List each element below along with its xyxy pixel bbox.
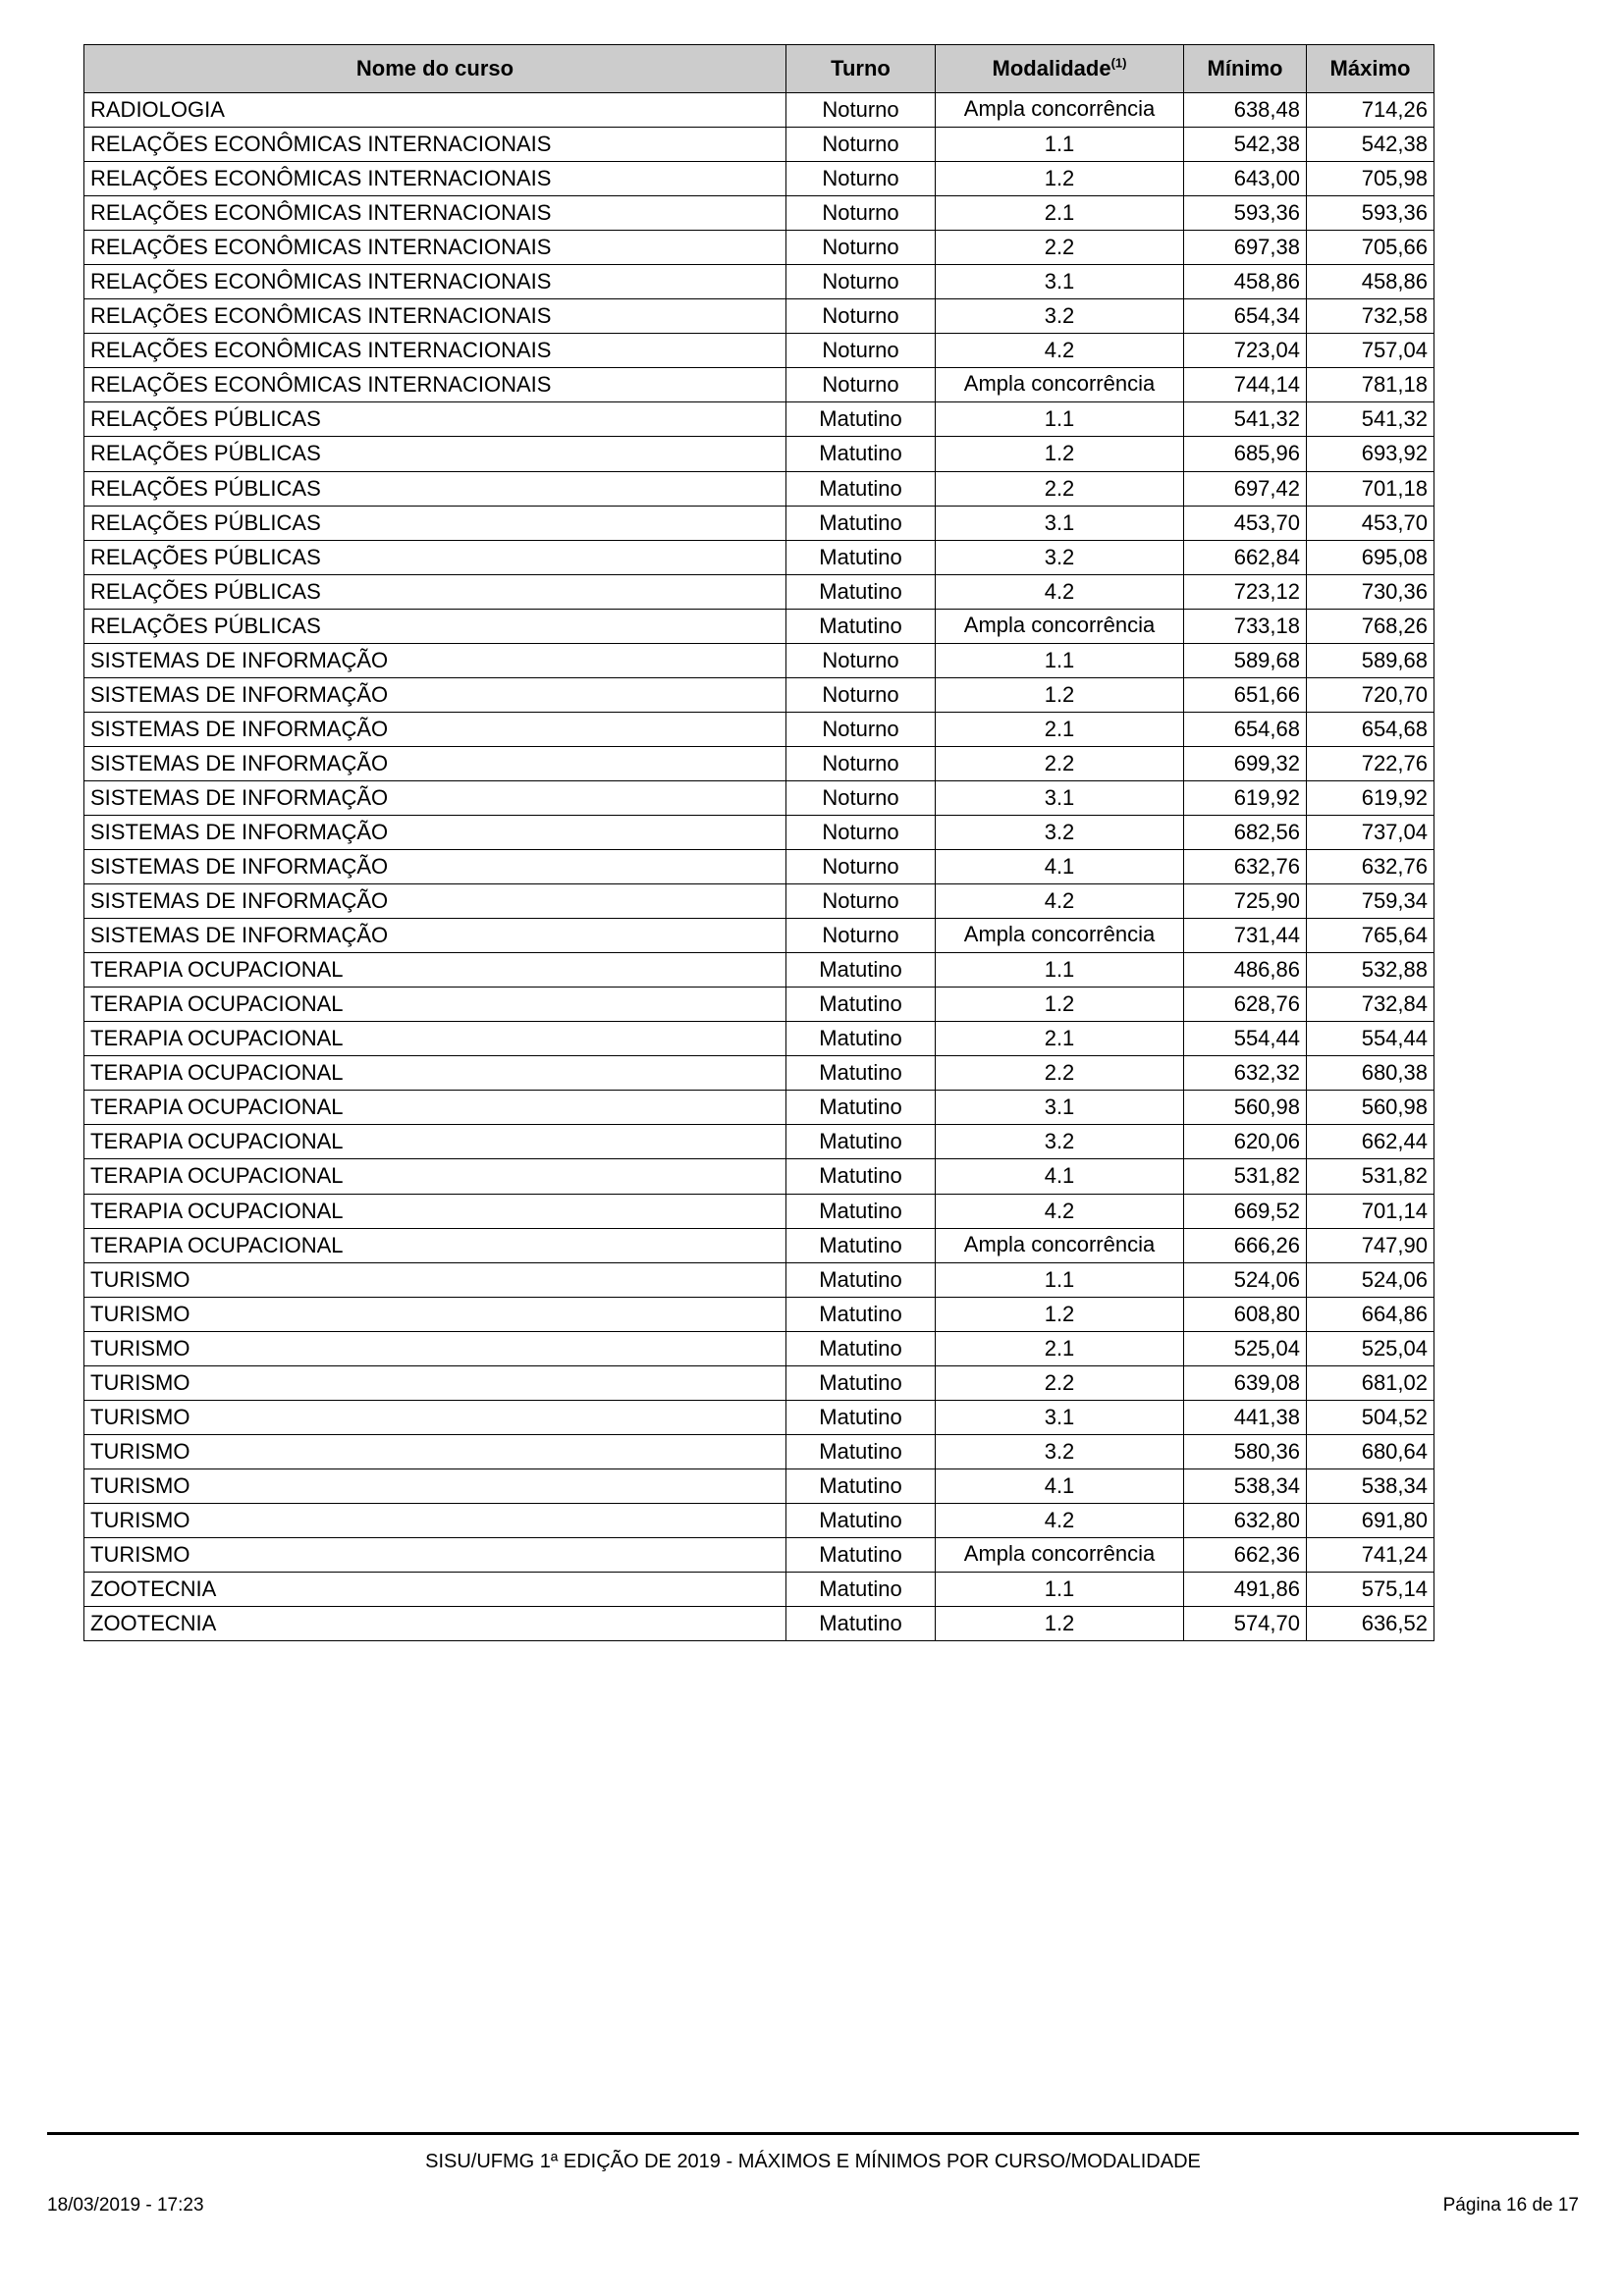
cell-minimo: 666,26 xyxy=(1184,1228,1307,1262)
cell-modalidade: 1.2 xyxy=(936,162,1184,196)
cell-maximo: 701,14 xyxy=(1307,1194,1434,1228)
table-header-row xyxy=(84,45,1434,93)
table-row xyxy=(84,574,1434,609)
cell-maximo: 722,76 xyxy=(1307,746,1434,780)
table-row xyxy=(84,437,1434,471)
cell-nome-do-curso: SISTEMAS DE INFORMAÇÃO xyxy=(84,677,786,712)
cell-maximo: 541,32 xyxy=(1307,402,1434,437)
cell-maximo: 542,38 xyxy=(1307,128,1434,162)
cell-modalidade: 4.1 xyxy=(936,1159,1184,1194)
cell-nome-do-curso: RELAÇÕES PÚBLICAS xyxy=(84,540,786,574)
cell-maximo: 732,84 xyxy=(1307,988,1434,1022)
cell-modalidade: 4.2 xyxy=(936,1503,1184,1537)
cell-modalidade: 1.2 xyxy=(936,677,1184,712)
cell-modalidade: 1.2 xyxy=(936,988,1184,1022)
cell-nome-do-curso: TURISMO xyxy=(84,1468,786,1503)
cell-maximo: 589,68 xyxy=(1307,643,1434,677)
cell-maximo: 681,02 xyxy=(1307,1365,1434,1400)
table-row xyxy=(84,884,1434,919)
report-table-container xyxy=(83,44,1434,1641)
cell-nome-do-curso: TERAPIA OCUPACIONAL xyxy=(84,1125,786,1159)
table-row xyxy=(84,1468,1434,1503)
cell-minimo: 458,86 xyxy=(1184,265,1307,299)
cell-maximo: 757,04 xyxy=(1307,334,1434,368)
cell-modalidade: 3.2 xyxy=(936,815,1184,849)
footer-title: SISU/UFMG 1ª EDIÇÃO DE 2019 - MÁXIMOS E MÍNIMOS POR CURSO/MODALIDADE xyxy=(425,2151,1201,2172)
cell-nome-do-curso: TERAPIA OCUPACIONAL xyxy=(84,1056,786,1091)
cell-maximo: 662,44 xyxy=(1307,1125,1434,1159)
cell-maximo: 765,64 xyxy=(1307,919,1434,953)
table-row xyxy=(84,1262,1434,1297)
table-row xyxy=(84,1194,1434,1228)
cell-turno: Matutino xyxy=(786,1503,936,1537)
cell-maximo: 705,98 xyxy=(1307,162,1434,196)
cell-modalidade: 2.2 xyxy=(936,471,1184,506)
table-row xyxy=(84,1573,1434,1607)
cell-modalidade: 2.1 xyxy=(936,1331,1184,1365)
cell-nome-do-curso: TERAPIA OCUPACIONAL xyxy=(84,988,786,1022)
cell-turno: Noturno xyxy=(786,850,936,884)
cell-modalidade: 1.1 xyxy=(936,1573,1184,1607)
cell-minimo: 542,38 xyxy=(1184,128,1307,162)
cell-modalidade: 4.2 xyxy=(936,1194,1184,1228)
column-header-modalidade-label: Modalidade xyxy=(992,56,1111,81)
table-row xyxy=(84,1056,1434,1091)
cell-turno: Matutino xyxy=(786,953,936,988)
cell-nome-do-curso: RELAÇÕES ECONÔMICAS INTERNACIONAIS xyxy=(84,265,786,299)
cell-modalidade: 3.1 xyxy=(936,265,1184,299)
cell-modalidade: 1.2 xyxy=(936,1297,1184,1331)
cell-nome-do-curso: SISTEMAS DE INFORMAÇÃO xyxy=(84,643,786,677)
column-header-minimo: Mínimo xyxy=(1184,45,1307,93)
cell-minimo: 654,68 xyxy=(1184,712,1307,746)
cell-minimo: 733,18 xyxy=(1184,609,1307,643)
cell-modalidade: Ampla concorrência xyxy=(936,1537,1184,1572)
cell-turno: Matutino xyxy=(786,1537,936,1572)
table-row xyxy=(84,815,1434,849)
cell-turno: Matutino xyxy=(786,1056,936,1091)
table-row xyxy=(84,1503,1434,1537)
table-row xyxy=(84,919,1434,953)
table-row xyxy=(84,988,1434,1022)
cell-turno: Noturno xyxy=(786,231,936,265)
cell-modalidade: 1.1 xyxy=(936,953,1184,988)
cell-maximo: 714,26 xyxy=(1307,93,1434,128)
cell-turno: Noturno xyxy=(786,299,936,334)
table-row xyxy=(84,1125,1434,1159)
cell-turno: Matutino xyxy=(786,1194,936,1228)
cell-nome-do-curso: TERAPIA OCUPACIONAL xyxy=(84,1228,786,1262)
table-row xyxy=(84,368,1434,402)
table-row xyxy=(84,128,1434,162)
cell-modalidade: 1.1 xyxy=(936,128,1184,162)
cell-modalidade: 4.1 xyxy=(936,850,1184,884)
cell-nome-do-curso: RELAÇÕES ECONÔMICAS INTERNACIONAIS xyxy=(84,299,786,334)
cell-minimo: 441,38 xyxy=(1184,1400,1307,1434)
table-row xyxy=(84,1607,1434,1641)
cell-turno: Noturno xyxy=(786,815,936,849)
cell-modalidade: 3.1 xyxy=(936,1400,1184,1434)
cell-maximo: 730,36 xyxy=(1307,574,1434,609)
cell-turno: Matutino xyxy=(786,1159,936,1194)
cell-turno: Matutino xyxy=(786,1607,936,1641)
table-row xyxy=(84,231,1434,265)
cell-turno: Matutino xyxy=(786,1573,936,1607)
table-row xyxy=(84,850,1434,884)
cell-turno: Noturno xyxy=(786,919,936,953)
cell-nome-do-curso: ZOOTECNIA xyxy=(84,1607,786,1641)
cell-modalidade: Ampla concorrência xyxy=(936,919,1184,953)
cell-nome-do-curso: SISTEMAS DE INFORMAÇÃO xyxy=(84,884,786,919)
cell-minimo: 699,32 xyxy=(1184,746,1307,780)
table-row xyxy=(84,196,1434,231)
cell-maximo: 705,66 xyxy=(1307,231,1434,265)
cell-maximo: 504,52 xyxy=(1307,1400,1434,1434)
cell-modalidade: 1.1 xyxy=(936,402,1184,437)
cell-nome-do-curso: RADIOLOGIA xyxy=(84,93,786,128)
cell-modalidade: 2.2 xyxy=(936,746,1184,780)
table-row xyxy=(84,1159,1434,1194)
cell-nome-do-curso: ZOOTECNIA xyxy=(84,1573,786,1607)
cell-modalidade: 3.2 xyxy=(936,1434,1184,1468)
cell-minimo: 643,00 xyxy=(1184,162,1307,196)
cell-modalidade: 3.1 xyxy=(936,506,1184,540)
cell-minimo: 639,08 xyxy=(1184,1365,1307,1400)
cell-modalidade: Ampla concorrência xyxy=(936,609,1184,643)
cell-modalidade: Ampla concorrência xyxy=(936,93,1184,128)
cell-modalidade: 4.1 xyxy=(936,1468,1184,1503)
cell-modalidade: 2.1 xyxy=(936,712,1184,746)
cell-modalidade: 2.1 xyxy=(936,1022,1184,1056)
cell-turno: Matutino xyxy=(786,1331,936,1365)
cell-minimo: 697,42 xyxy=(1184,471,1307,506)
cell-turno: Noturno xyxy=(786,93,936,128)
cell-minimo: 723,12 xyxy=(1184,574,1307,609)
cell-turno: Matutino xyxy=(786,1434,936,1468)
cell-modalidade: 2.2 xyxy=(936,1056,1184,1091)
cell-minimo: 662,84 xyxy=(1184,540,1307,574)
cell-minimo: 491,86 xyxy=(1184,1573,1307,1607)
cell-turno: Matutino xyxy=(786,1091,936,1125)
table-row xyxy=(84,1331,1434,1365)
cell-minimo: 662,36 xyxy=(1184,1537,1307,1572)
cell-maximo: 664,86 xyxy=(1307,1297,1434,1331)
cell-minimo: 628,76 xyxy=(1184,988,1307,1022)
cell-maximo: 701,18 xyxy=(1307,471,1434,506)
cell-maximo: 593,36 xyxy=(1307,196,1434,231)
table-header xyxy=(84,45,1434,93)
table-row xyxy=(84,93,1434,128)
cell-nome-do-curso: RELAÇÕES PÚBLICAS xyxy=(84,574,786,609)
table-row xyxy=(84,746,1434,780)
cell-turno: Noturno xyxy=(786,780,936,815)
table-row xyxy=(84,402,1434,437)
table-row xyxy=(84,609,1434,643)
cell-modalidade: 2.2 xyxy=(936,231,1184,265)
cell-nome-do-curso: TERAPIA OCUPACIONAL xyxy=(84,1194,786,1228)
cell-nome-do-curso: TERAPIA OCUPACIONAL xyxy=(84,953,786,988)
cell-nome-do-curso: SISTEMAS DE INFORMAÇÃO xyxy=(84,850,786,884)
cell-maximo: 524,06 xyxy=(1307,1262,1434,1297)
table-row xyxy=(84,1091,1434,1125)
cell-minimo: 723,04 xyxy=(1184,334,1307,368)
cell-modalidade: 1.2 xyxy=(936,437,1184,471)
cell-nome-do-curso: RELAÇÕES ECONÔMICAS INTERNACIONAIS xyxy=(84,196,786,231)
cell-nome-do-curso: SISTEMAS DE INFORMAÇÃO xyxy=(84,780,786,815)
cell-maximo: 747,90 xyxy=(1307,1228,1434,1262)
cell-maximo: 781,18 xyxy=(1307,368,1434,402)
cell-maximo: 654,68 xyxy=(1307,712,1434,746)
cell-nome-do-curso: TERAPIA OCUPACIONAL xyxy=(84,1022,786,1056)
table-row xyxy=(84,540,1434,574)
cell-modalidade: 4.2 xyxy=(936,334,1184,368)
cell-minimo: 632,32 xyxy=(1184,1056,1307,1091)
cell-nome-do-curso: RELAÇÕES PÚBLICAS xyxy=(84,437,786,471)
cell-minimo: 669,52 xyxy=(1184,1194,1307,1228)
cell-turno: Noturno xyxy=(786,884,936,919)
cell-turno: Matutino xyxy=(786,1262,936,1297)
cell-minimo: 619,92 xyxy=(1184,780,1307,815)
cell-turno: Noturno xyxy=(786,677,936,712)
table-row xyxy=(84,299,1434,334)
table-row xyxy=(84,1228,1434,1262)
cell-minimo: 538,34 xyxy=(1184,1468,1307,1503)
cell-nome-do-curso: RELAÇÕES PÚBLICAS xyxy=(84,609,786,643)
cell-turno: Matutino xyxy=(786,437,936,471)
cell-maximo: 458,86 xyxy=(1307,265,1434,299)
column-header-maximo: Máximo xyxy=(1307,45,1434,93)
cell-maximo: 695,08 xyxy=(1307,540,1434,574)
page-footer xyxy=(47,2132,1579,2216)
cell-turno: Matutino xyxy=(786,1468,936,1503)
cell-maximo: 636,52 xyxy=(1307,1607,1434,1641)
cell-modalidade: 1.1 xyxy=(936,1262,1184,1297)
cell-modalidade: Ampla concorrência xyxy=(936,368,1184,402)
cell-maximo: 680,38 xyxy=(1307,1056,1434,1091)
cell-nome-do-curso: RELAÇÕES ECONÔMICAS INTERNACIONAIS xyxy=(84,334,786,368)
cell-minimo: 651,66 xyxy=(1184,677,1307,712)
footer-divider xyxy=(47,2132,1579,2135)
cell-maximo: 632,76 xyxy=(1307,850,1434,884)
cell-maximo: 532,88 xyxy=(1307,953,1434,988)
cell-turno: Noturno xyxy=(786,712,936,746)
table-row xyxy=(84,1365,1434,1400)
cell-minimo: 541,32 xyxy=(1184,402,1307,437)
table-row xyxy=(84,265,1434,299)
cell-nome-do-curso: RELAÇÕES PÚBLICAS xyxy=(84,506,786,540)
cell-minimo: 580,36 xyxy=(1184,1434,1307,1468)
cell-nome-do-curso: RELAÇÕES ECONÔMICAS INTERNACIONAIS xyxy=(84,368,786,402)
cell-maximo: 737,04 xyxy=(1307,815,1434,849)
cell-minimo: 744,14 xyxy=(1184,368,1307,402)
column-header-modalidade xyxy=(936,45,1184,93)
cell-modalidade: 2.2 xyxy=(936,1365,1184,1400)
cell-turno: Matutino xyxy=(786,402,936,437)
cell-turno: Matutino xyxy=(786,1022,936,1056)
cell-modalidade: 3.1 xyxy=(936,780,1184,815)
cell-minimo: 574,70 xyxy=(1184,1607,1307,1641)
cell-maximo: 732,58 xyxy=(1307,299,1434,334)
cell-nome-do-curso: TURISMO xyxy=(84,1400,786,1434)
cell-turno: Matutino xyxy=(786,471,936,506)
table-row xyxy=(84,953,1434,988)
table-row xyxy=(84,780,1434,815)
cell-nome-do-curso: TERAPIA OCUPACIONAL xyxy=(84,1159,786,1194)
cell-maximo: 693,92 xyxy=(1307,437,1434,471)
cell-maximo: 759,34 xyxy=(1307,884,1434,919)
table-row xyxy=(84,643,1434,677)
cell-turno: Noturno xyxy=(786,128,936,162)
cell-nome-do-curso: TURISMO xyxy=(84,1297,786,1331)
cell-minimo: 608,80 xyxy=(1184,1297,1307,1331)
cell-maximo: 720,70 xyxy=(1307,677,1434,712)
cell-nome-do-curso: RELAÇÕES ECONÔMICAS INTERNACIONAIS xyxy=(84,162,786,196)
footer-timestamp: 18/03/2019 - 17:23 xyxy=(47,2195,204,2216)
cell-turno: Matutino xyxy=(786,1125,936,1159)
cell-maximo: 575,14 xyxy=(1307,1573,1434,1607)
cell-nome-do-curso: TURISMO xyxy=(84,1434,786,1468)
cell-minimo: 731,44 xyxy=(1184,919,1307,953)
cell-nome-do-curso: TURISMO xyxy=(84,1537,786,1572)
cell-minimo: 632,76 xyxy=(1184,850,1307,884)
cell-modalidade: 3.2 xyxy=(936,540,1184,574)
cell-maximo: 680,64 xyxy=(1307,1434,1434,1468)
cell-maximo: 538,34 xyxy=(1307,1468,1434,1503)
cell-maximo: 619,92 xyxy=(1307,780,1434,815)
cell-minimo: 554,44 xyxy=(1184,1022,1307,1056)
max-min-por-curso-table xyxy=(83,44,1434,1641)
cell-minimo: 620,06 xyxy=(1184,1125,1307,1159)
cell-modalidade: 3.2 xyxy=(936,299,1184,334)
cell-modalidade: 2.1 xyxy=(936,196,1184,231)
table-row xyxy=(84,712,1434,746)
cell-maximo: 768,26 xyxy=(1307,609,1434,643)
cell-maximo: 531,82 xyxy=(1307,1159,1434,1194)
cell-nome-do-curso: SISTEMAS DE INFORMAÇÃO xyxy=(84,746,786,780)
table-row xyxy=(84,506,1434,540)
cell-maximo: 554,44 xyxy=(1307,1022,1434,1056)
table-row xyxy=(84,1297,1434,1331)
cell-maximo: 453,70 xyxy=(1307,506,1434,540)
cell-modalidade: Ampla concorrência xyxy=(936,1228,1184,1262)
cell-minimo: 453,70 xyxy=(1184,506,1307,540)
cell-minimo: 638,48 xyxy=(1184,93,1307,128)
cell-maximo: 525,04 xyxy=(1307,1331,1434,1365)
cell-maximo: 691,80 xyxy=(1307,1503,1434,1537)
cell-minimo: 685,96 xyxy=(1184,437,1307,471)
cell-minimo: 524,06 xyxy=(1184,1262,1307,1297)
cell-modalidade: 4.2 xyxy=(936,884,1184,919)
table-row xyxy=(84,1537,1434,1572)
cell-turno: Matutino xyxy=(786,1400,936,1434)
table-row xyxy=(84,1400,1434,1434)
cell-maximo: 741,24 xyxy=(1307,1537,1434,1572)
cell-turno: Noturno xyxy=(786,368,936,402)
cell-nome-do-curso: TURISMO xyxy=(84,1331,786,1365)
cell-nome-do-curso: SISTEMAS DE INFORMAÇÃO xyxy=(84,919,786,953)
cell-nome-do-curso: TURISMO xyxy=(84,1503,786,1537)
cell-modalidade: 3.1 xyxy=(936,1091,1184,1125)
cell-modalidade: 1.1 xyxy=(936,643,1184,677)
cell-turno: Noturno xyxy=(786,643,936,677)
cell-nome-do-curso: RELAÇÕES ECONÔMICAS INTERNACIONAIS xyxy=(84,128,786,162)
cell-minimo: 682,56 xyxy=(1184,815,1307,849)
cell-minimo: 725,90 xyxy=(1184,884,1307,919)
cell-turno: Noturno xyxy=(786,162,936,196)
cell-minimo: 654,34 xyxy=(1184,299,1307,334)
cell-nome-do-curso: SISTEMAS DE INFORMAÇÃO xyxy=(84,712,786,746)
cell-turno: Noturno xyxy=(786,334,936,368)
footer-page-number: Página 16 de 17 xyxy=(1442,2195,1579,2216)
table-row xyxy=(84,677,1434,712)
cell-turno: Matutino xyxy=(786,574,936,609)
cell-minimo: 525,04 xyxy=(1184,1331,1307,1365)
table-row xyxy=(84,1434,1434,1468)
cell-minimo: 697,38 xyxy=(1184,231,1307,265)
cell-turno: Matutino xyxy=(786,540,936,574)
cell-turno: Noturno xyxy=(786,265,936,299)
cell-minimo: 531,82 xyxy=(1184,1159,1307,1194)
cell-nome-do-curso: TURISMO xyxy=(84,1262,786,1297)
cell-nome-do-curso: RELAÇÕES PÚBLICAS xyxy=(84,402,786,437)
table-row xyxy=(84,471,1434,506)
cell-nome-do-curso: TERAPIA OCUPACIONAL xyxy=(84,1091,786,1125)
cell-turno: Matutino xyxy=(786,1297,936,1331)
cell-turno: Noturno xyxy=(786,196,936,231)
cell-modalidade: 4.2 xyxy=(936,574,1184,609)
cell-turno: Matutino xyxy=(786,1365,936,1400)
cell-nome-do-curso: RELAÇÕES PÚBLICAS xyxy=(84,471,786,506)
cell-maximo: 560,98 xyxy=(1307,1091,1434,1125)
cell-turno: Noturno xyxy=(786,746,936,780)
cell-nome-do-curso: TURISMO xyxy=(84,1365,786,1400)
cell-minimo: 632,80 xyxy=(1184,1503,1307,1537)
cell-minimo: 589,68 xyxy=(1184,643,1307,677)
cell-minimo: 486,86 xyxy=(1184,953,1307,988)
cell-minimo: 560,98 xyxy=(1184,1091,1307,1125)
column-header-turno: Turno xyxy=(786,45,936,93)
cell-minimo: 593,36 xyxy=(1184,196,1307,231)
table-row xyxy=(84,334,1434,368)
cell-turno: Matutino xyxy=(786,988,936,1022)
footer-meta-row xyxy=(47,2195,1579,2216)
cell-turno: Matutino xyxy=(786,1228,936,1262)
cell-turno: Matutino xyxy=(786,506,936,540)
cell-nome-do-curso: RELAÇÕES ECONÔMICAS INTERNACIONAIS xyxy=(84,231,786,265)
cell-turno: Matutino xyxy=(786,609,936,643)
cell-modalidade: 3.2 xyxy=(936,1125,1184,1159)
modalidade-footnote-marker: (1) xyxy=(1110,56,1127,72)
table-row xyxy=(84,162,1434,196)
cell-nome-do-curso: SISTEMAS DE INFORMAÇÃO xyxy=(84,815,786,849)
column-header-nome-do-curso: Nome do curso xyxy=(84,45,786,93)
cell-modalidade: 1.2 xyxy=(936,1607,1184,1641)
table-row xyxy=(84,1022,1434,1056)
table-body xyxy=(84,93,1434,1641)
